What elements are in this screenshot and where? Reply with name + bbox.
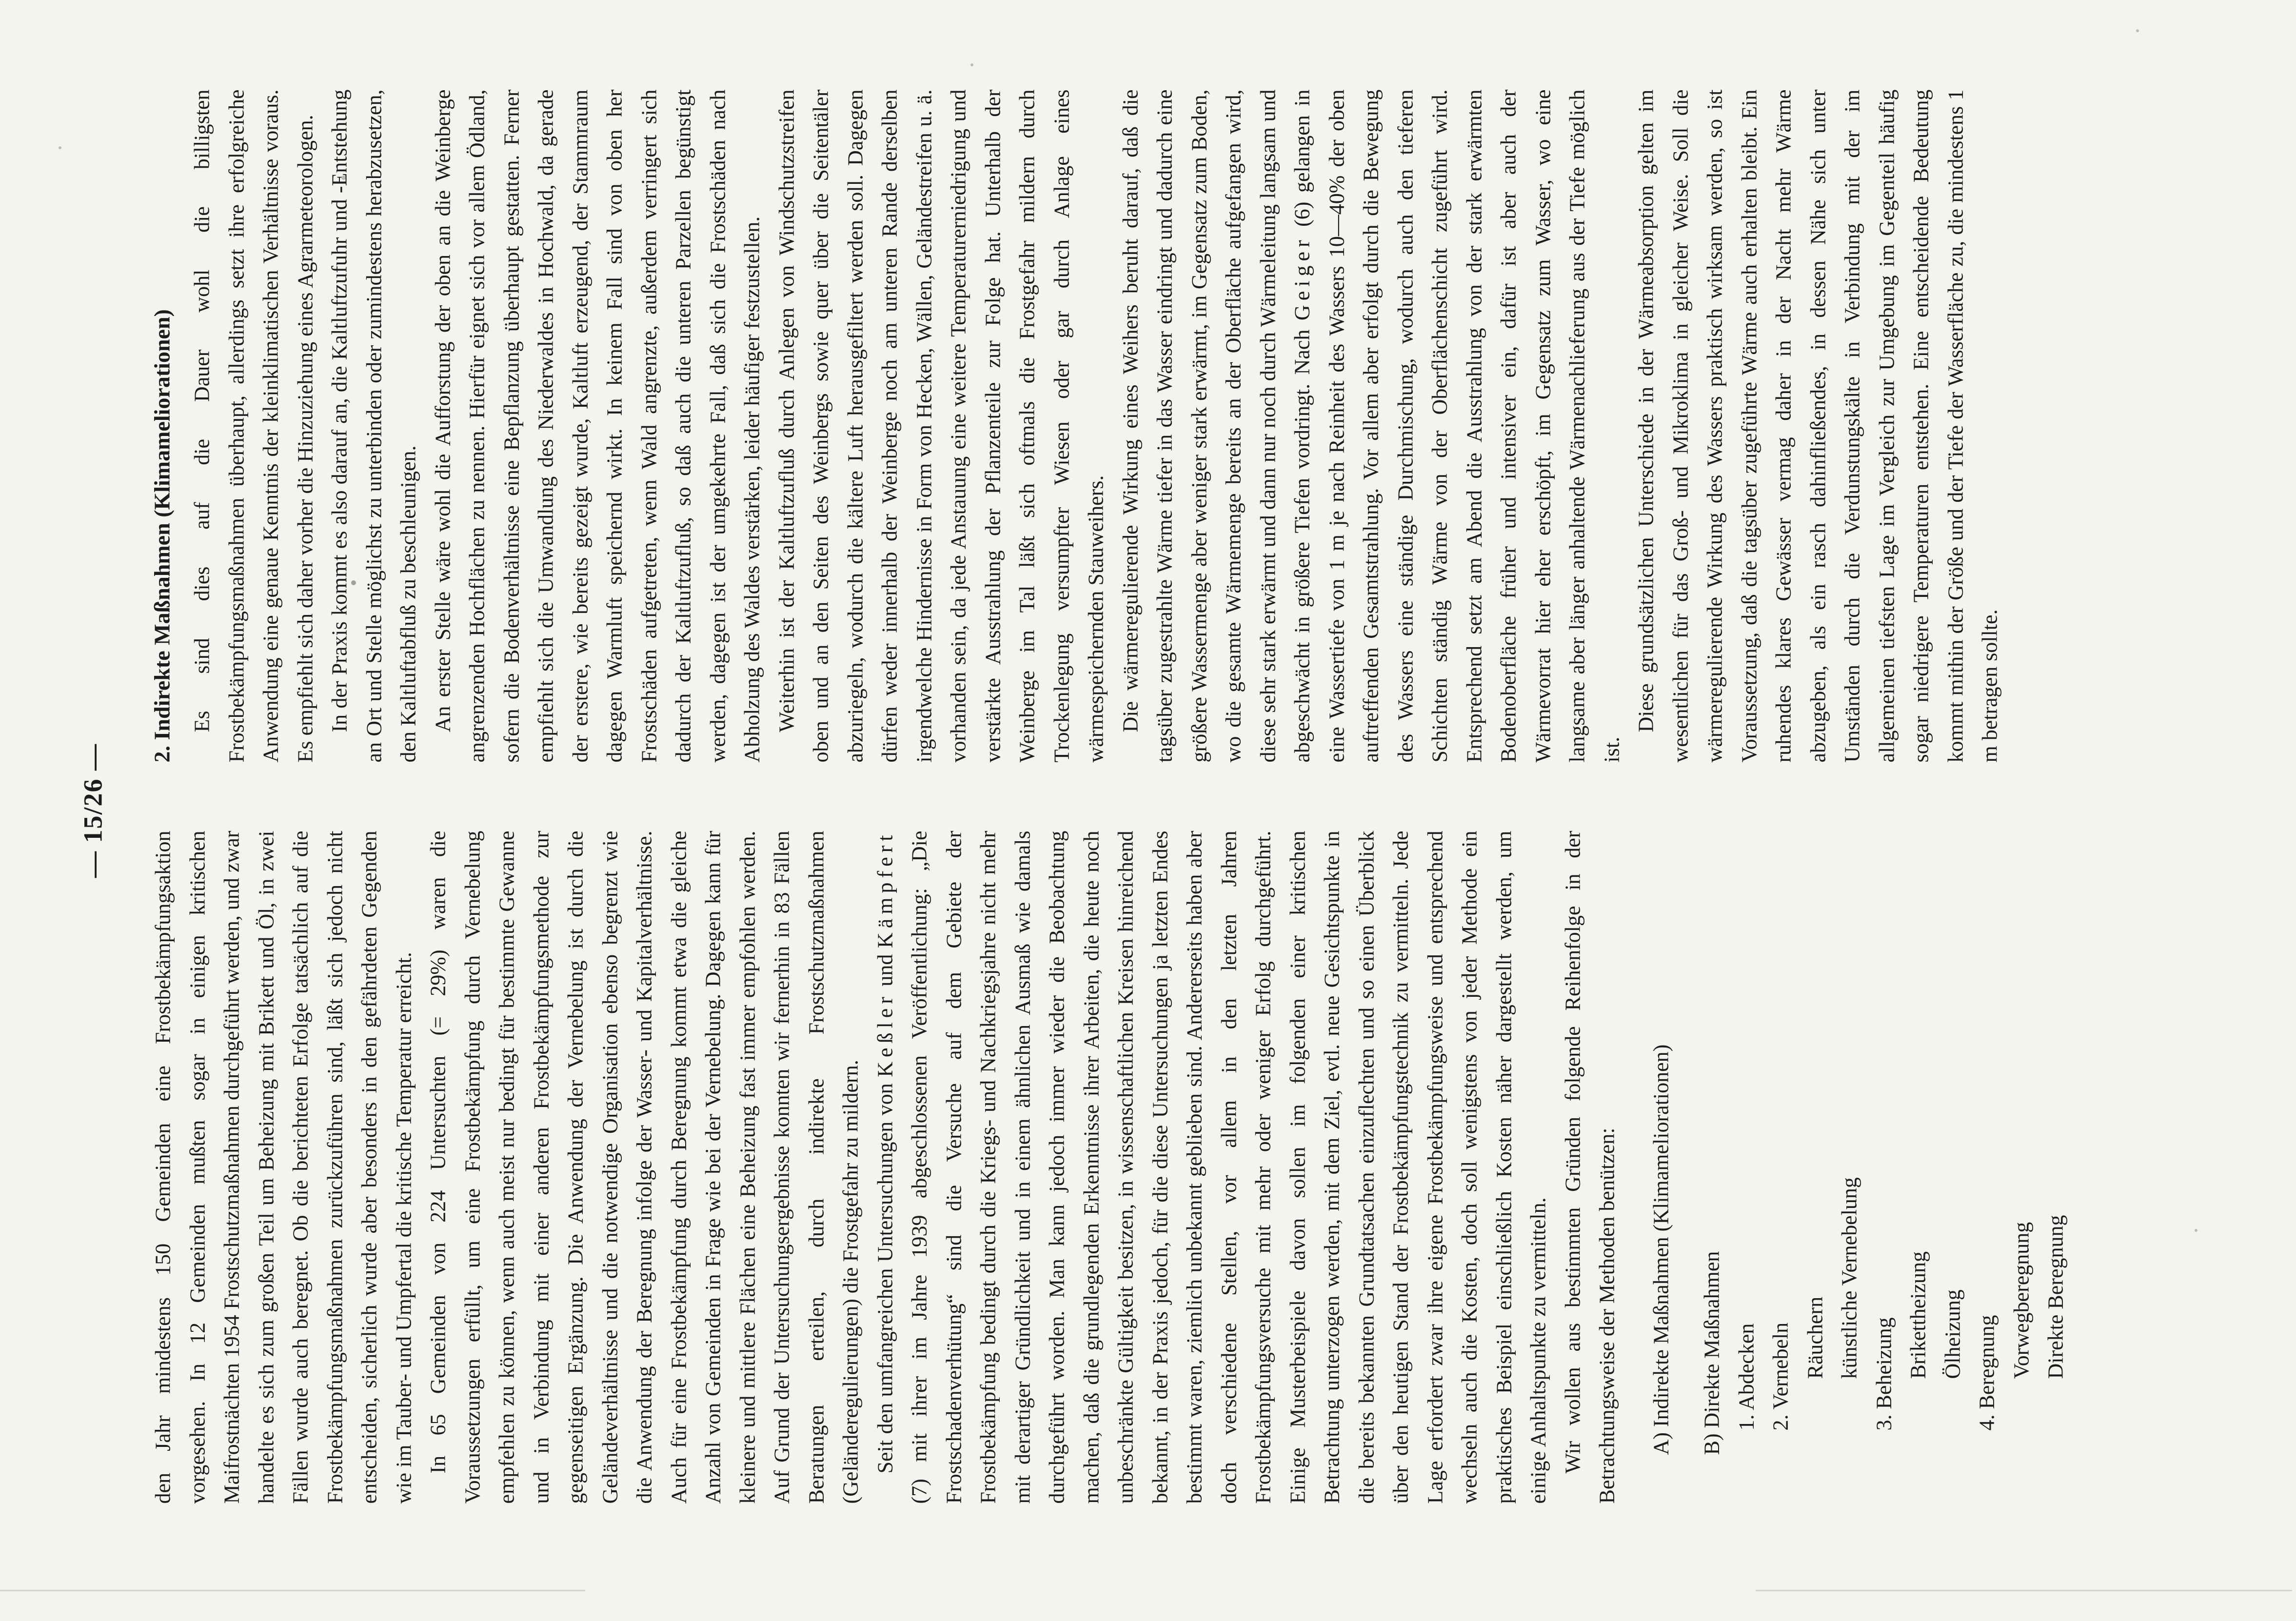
text-run: (7) mit ihrer im Jahre 1939 abgeschlossenen Veröffentlichung: „Die Frostschadenverhütung“ sind die Versuche auf dem Gebiete der Frostbekämpfung bedingt durch die Kriegs- und Nachkriegsjahre nicht mehr mit derartiger Gründlichkeit und in einem ähnlichen Ausmaß wie damals durchgeführt worden. Man kann jedoch immer wieder die Beobachtung machen, daß die grundlegenden Erkenntnisse ihrer Arbeiten, die heute noch unbeschränkte Gültigkeit besitzen, in wissenschaftlichen Kreisen hinreichend bekannt, in der Praxis jedoch, für die diese Untersuchungen ja letzten Endes bestimmt waren, ziemlich unbekannt geblieben sind. Andererseits haben aber doch verschiedene Stellen, vor allem in den letzten Jahren Frostbekämpfungsversuche mit mehr oder weniger Erfolg durchgeführt. Einige Musterbeispiele davon sollen im folgenden einer kritischen Betrachtung unterzogen werden, mit dem Ziel, evtl. neue Gesichtspunkte in die bereits bekannten Grundtatsachen einzuflechten und so einen Überblick über den heutigen Stand der Frostbekämpfungstechnik zu vermitteln. Jede Lage erfordert zwar ihre eigene Frostbekämpfungsweise und entsprechend wechseln auch die Kosten, doch soll wenigstens von jeder Methode ein praktisches Beispiel einschließlich Kosten näher dargestellt werden, um einige Anhaltspunkte zu vermitteln. (907, 830, 1550, 1504)
page-number: — 15/26 — (78, 743, 108, 878)
paragraph: In 65 Gemeinden von 224 Untersuchten (= 29%) waren die Voraussetzungen erfüllt, um eine Frostbekämpfung durch Vernebelung empfehlen zu können, wenn auch meist nur bedingt für bestimmte Gewanne und in Verbindung mit einer anderen Frostbekämpfungsmethode zur gegenseitigen Ergänzung. Die Anwendung der Vernebelung ist durch die Geländeverhältnisse und die notwendige Organisation ebenso begrenzt wie die Anwendung der Beregnung infolge der Wasser- und Kapitalverhältnisse. Auch für eine Frostbekämpfung durch Beregnung kommt etwa die gleiche Anzahl von Gemeinden in Frage wie bei der Vernebelung. Dagegen kann für kleinere und mittlere Flächen eine Beheizung fast immer empfohlen werden. Auf Grund der Untersuchungsergebnisse konnten wir fernerhin in 83 Fällen Beratungen erteilen, durch indirekte Frostschutzmaßnahmen (Geländeregulierungen) die Frostgefahr zu mildern. (426, 830, 863, 1504)
outline-subitem: Ölheizung (1940, 1289, 1964, 1379)
paragraph: den Jahr mindestens 150 Gemeinden eine Frostbekämpfungsaktion vorgesehen. In 12 Gemeinden mußten sogar in einigen kritischen Maifrostnächten 1954 Frostschutzmaßnahmen durchgeführt werden, und zwar handelte es sich zum großen Teil um Beheizung mit Brikett und Öl, in zwei Fällen wurde auch beregnet. Ob die berichteten Erfolge tatsächlich auf die Frostbekämpfungsmaßnahmen zurückzuführen sind, läßt sich jedoch nicht entscheiden, sicherlich wurde aber besonders in den gefährdeten Gegenden wie im Tauber- und Umpfertal die kritische Temperatur erreicht. (151, 830, 416, 1504)
paragraph: Diese grundsätzlichen Unterschiede in der Wärmeabsorption gelten im wesentlichen für das Groß- und Mikroklima in gleicher Weise. Soll die wärmeregulierende Wirkung des Wassers praktisch wirksam werden, so ist Voraussetzung, daß die tagsüber zugeführte Wärme auch erhalten bleibt. Ein ruhendes klares Gewässer vermag daher in der Nacht mehr Wärme abzugeben, als ein rasch dahinfließendes, in dessen Nähe sich unter Umständen durch die Verdunstungskälte in Verbindung mit der im allgemeinen tiefsten Lage im Vergleich zur Umgebung im Gegenteil häufig sogar niedrigere Temperaturen entstehen. Eine entscheidende Bedeutung kommt mithin der Größe und der Tiefe der Wasserfläche zu, die mindestens 1 m betragen sollte. (1634, 89, 2002, 763)
outline-item: B) Direkte Maßnahmen (1700, 1251, 1724, 1455)
outline-item: 4. Beregnung (1975, 1315, 1999, 1431)
paragraph: An erster Stelle wäre wohl die Aufforstung der oben an die Weinberge angrenzenden Hochflächen zu nennen. Hierfür eignet sich vor allem Ödland, sofern die Bodenverhältnisse eine Bepflanzung überhaupt gestatten. Ferner empfiehlt sich die Umwandlung des Niederwaldes in Hochwald, da gerade der erstere, wie bereits gezeigt wurde, Kaltluft erzeugend, der Stammraum dagegen Warmluft speichernd wirkt. In keinem Fall sind von oben her Frostschäden aufgetreten, wenn Wald angrenzte, außerdem verringert sich dadurch der Kaltluftzufluß, so daß auch die unteren Parzellen begünstigt werden, dagegen ist der umgekehrte Fall, daß sich die Frostschäden nach Abholzung des Waldes verstärken, leider häufiger festzustellen. (431, 89, 764, 763)
author-name: Keßler (873, 992, 897, 1077)
paragraph (1113, 90, 1629, 763)
outline-subitem: Räuchern (1803, 1296, 1827, 1379)
outline-item: 3. Beheizung (1872, 1317, 1896, 1431)
right-column (146, 90, 2008, 763)
paragraph: Es sind dies auf die Dauer wohl die billigsten Frostbekämpfungsmaßnahmen überhaupt, allerdings setzt ihre erfolgreiche Anwendung eine genaue Kenntnis der kleinklimatischen Verhältnisse voraus. Es empfiehlt sich daher vorher die Hinzuziehung eines Agrarmeteorologen. (190, 89, 317, 763)
method-outline (1644, 831, 2073, 1504)
paragraph: Weiterhin ist der Kaltluftzufluß durch Anlegen von Windschutzstreifen oben und an den Seiten des Weinbergs sowie quer über die Seitentäler abzuriegeln, wodurch die kältere Luft herausgefiltert werden soll. Dagegen dürfen weder innerhalb der Weinberge noch am unteren Rande derselben irgendwelche Hindernisse in Form von Hecken, Wällen, Geländestreifen u. ä. vorhanden sein, da jede Anstauung eine weitere Temperaturerniedrigung und verstärkte Ausstrahlung der Pflanzenteile zur Folge hat. Unterhalb der Weinberge im Tal läßt sich oftmals die Frostgefahr mildern durch Trockenlegung versumpfter Wiesen oder gar durch Anlage eines wärmespeichernden Stauweihers. (774, 89, 1108, 763)
author-name: Kämpfert (873, 830, 897, 949)
text-run: Seit den umfangreichen Untersuchungen von (873, 1077, 897, 1474)
outline-subitem: Vorwegberegnung (2009, 1222, 2033, 1379)
left-column (146, 831, 2074, 1504)
outline-item: 1. Abdecken (1734, 1323, 1758, 1431)
outline-subitem: Brikettheizung (1906, 1251, 1930, 1379)
section-heading: 2. Indirekte Maßnahmen (Klimameliorationen) (149, 309, 175, 763)
outline-item: 2. Vernebeln (1768, 1322, 1793, 1431)
paragraph (868, 831, 1556, 1504)
author-name: Geiger (1290, 236, 1314, 321)
paragraph: Wir wollen aus bestimmten Gründen folgende Reihenfolge in der Betrachtungsweise der Methoden benützen: (1561, 830, 1619, 1504)
outline-subitem: künstliche Vernebelung (1837, 1177, 1861, 1379)
text-run: Die wärmeregulierende Wirkung eines Weihers beruht darauf, daß die tagsüber zugestrahlte Wärme tiefer in das Wasser eindringt und dadurch eine größere Wassermenge aber weniger stark erwärmt, im Gegensatz zum Boden, wo die gesamte Wärmemenge bereits an der Oberfläche aufgefangen wird, diese sehr stark erwärmt und dann nur noch durch Wärmeleitung langsam und abgeschwächt in größere Tiefen vordringt. Nach (1118, 89, 1314, 763)
text-run: und (873, 948, 897, 993)
outline-item: A) Indirekte Maßnahmen (Klimameliorationen) (1649, 1044, 1673, 1455)
paragraph: In der Praxis kommt es also darauf an, die Kaltluftzufuhr und -Entstehung an Ort und Stelle möglichst zu unterbinden oder zumindestens herabzusetzen, den Kaltluftabfluß zu beschleunigen. (327, 89, 420, 763)
outline-subitem: Direkte Beregnung (2043, 1215, 2068, 1379)
text-run: (6) gelangen in eine Wassertiefe von 1 m je nach Reinheit des Wassers 10—40% der oben auftreffenden Gesamtstrahlung. Vor allem aber erfolgt durch die Bewegung des Wassers eine ständige Durchmischung, wodurch auch den tieferen Schichten ständig Wärme von der Oberflächenschicht zugeführt wird. Entsprechend setzt am Abend die Ausstrahlung von der stark erwärmten Bodenoberfläche früher und intensiver ein, dafür ist aber auch der Wärmevorrat hier eher erschöpft, im Gegensatz zum Wasser, wo eine langsame aber länger anhaltende Wärmenachlieferung aus der Tiefe möglich ist. (1290, 89, 1623, 763)
